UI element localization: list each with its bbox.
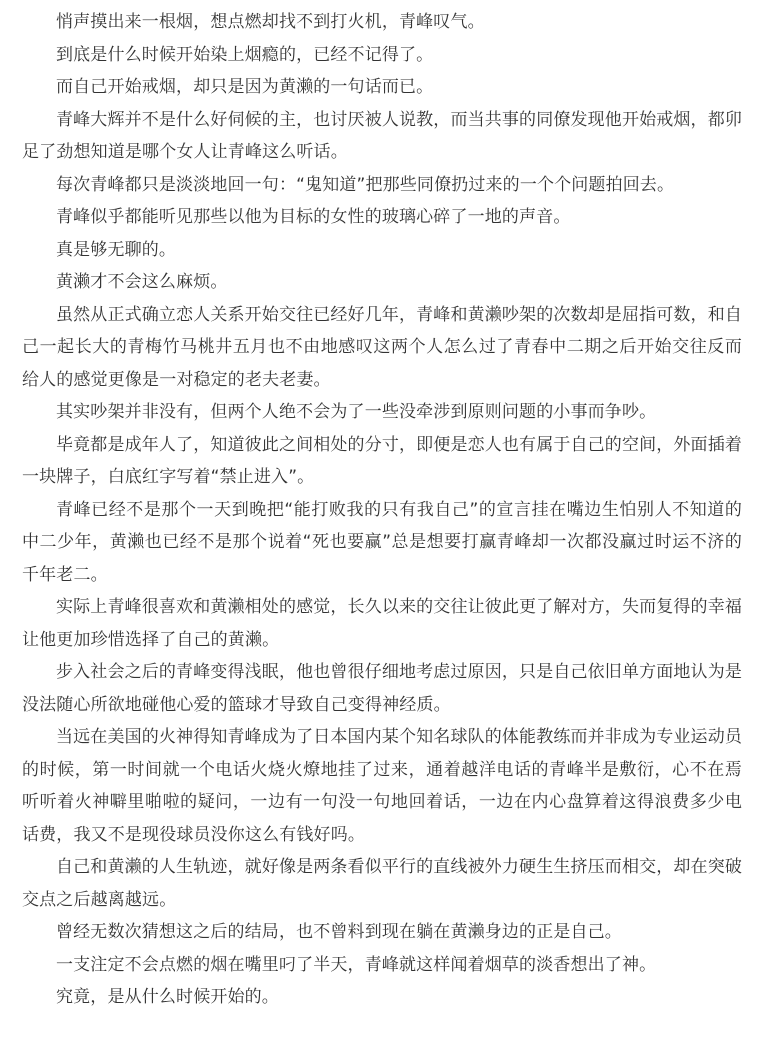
paragraph-11: 毕竟都是成年人了，知道彼此之间相处的分寸，即便是恋人也有属于自己的空间，外面插着一块牌子，白底红字写着“禁止进入”。 <box>22 434 742 487</box>
paragraph-7: 真是够无聊的。 <box>56 239 177 260</box>
paragraph-10: 其实吵架并非没有，但两个人绝不会为了一些没牵涉到原则问题的小事而争吵。 <box>56 402 657 422</box>
paragraph-1: 悄声摸出来一根烟，想点燃却找不到打火机，青峰叹气。 <box>56 12 485 32</box>
paragraph-8: 黄濑才不会这么麻烦。 <box>56 272 228 292</box>
paragraph-18: 一支注定不会点燃的烟在嘴里叼了半天，青峰就这样闻着烟草的淡香想出了神。 <box>56 954 657 975</box>
paragraph-13: 实际上青峰很喜欢和黄濑相处的感觉，长久以来的交往让彼此更了解对方，失而复得的幸福让他更加珍惜选择了自己的黄濑。 <box>22 597 742 650</box>
paragraph-4: 青峰大辉并不是什么好伺候的主，也讨厌被人说教，而当共事的同僚发现他开始戒烟，都卯足了劲想知道是哪个女人让青峰这么听话。 <box>22 109 742 162</box>
paragraph-3: 而自己开始戒烟，却只是因为黄濑的一句话而已。 <box>56 77 434 97</box>
paragraph-12: 青峰已经不是那个一天到晚把“能打败我的只有我自己”的宣言挂在嘴边生怕别人不知道的中二少年，黄濑也已经不是那个说着“死也要赢”总是想要打赢青峰却一次都没赢过时运不济的千年老二。 <box>22 499 742 585</box>
paragraph-14: 步入社会之后的青峰变得浅眠，他也曾很仔细地考虑过原因，只是自己依旧单方面地认为是没法随心所欲地碰他心爱的篮球才导致自己变得神经质。 <box>22 662 742 715</box>
paragraph-17: 曾经无数次猜想这之后的结局，也不曾料到现在躺在黄濑身边的正是自己。 <box>56 922 622 942</box>
paragraph-5: 每次青峰都只是淡淡地回一句：“鬼知道”把那些同僚扔过来的一个个问题拍回去。 <box>56 174 675 195</box>
paragraph-16: 自己和黄濑的人生轨迹，就好像是两条看似平行的直线被外力硬生生挤压而相交，却在突破交点之后越离越远。 <box>22 857 742 910</box>
article-body <box>22 6 742 1014</box>
paragraph-2: 到底是什么时候开始染上烟瘾的，已经不记得了。 <box>56 44 434 65</box>
paragraph-19: 究竟，是从什么时候开始的。 <box>56 987 279 1007</box>
paragraph-6: 青峰似乎都能听见那些以他为目标的女性的玻璃心碎了一地的声音。 <box>56 207 571 227</box>
paragraph-15: 当远在美国的火神得知青峰成为了日本国内某个知名球队的体能教练而并非成为专业运动员的时候，第一时间就一个电话火烧火燎地挂了过来，通着越洋电话的青峰半是敷衍，心不在焉听听着火神噼里啪啦的疑问，一边有一句没一句地回着话，一边在内心盘算着这得浪费多少电话费，我又不是现役球员没你这么有钱好吗。 <box>22 727 742 845</box>
paragraph-9: 虽然从正式确立恋人关系开始交往已经好几年，青峰和黄濑吵架的次数却是屈指可数，和自己一起长大的青梅竹马桃井五月也不由地感叹这两个人怎么过了青春中二期之后开始交往反而给人的感觉更像是一对稳定的老夫老妻。 <box>22 304 742 390</box>
